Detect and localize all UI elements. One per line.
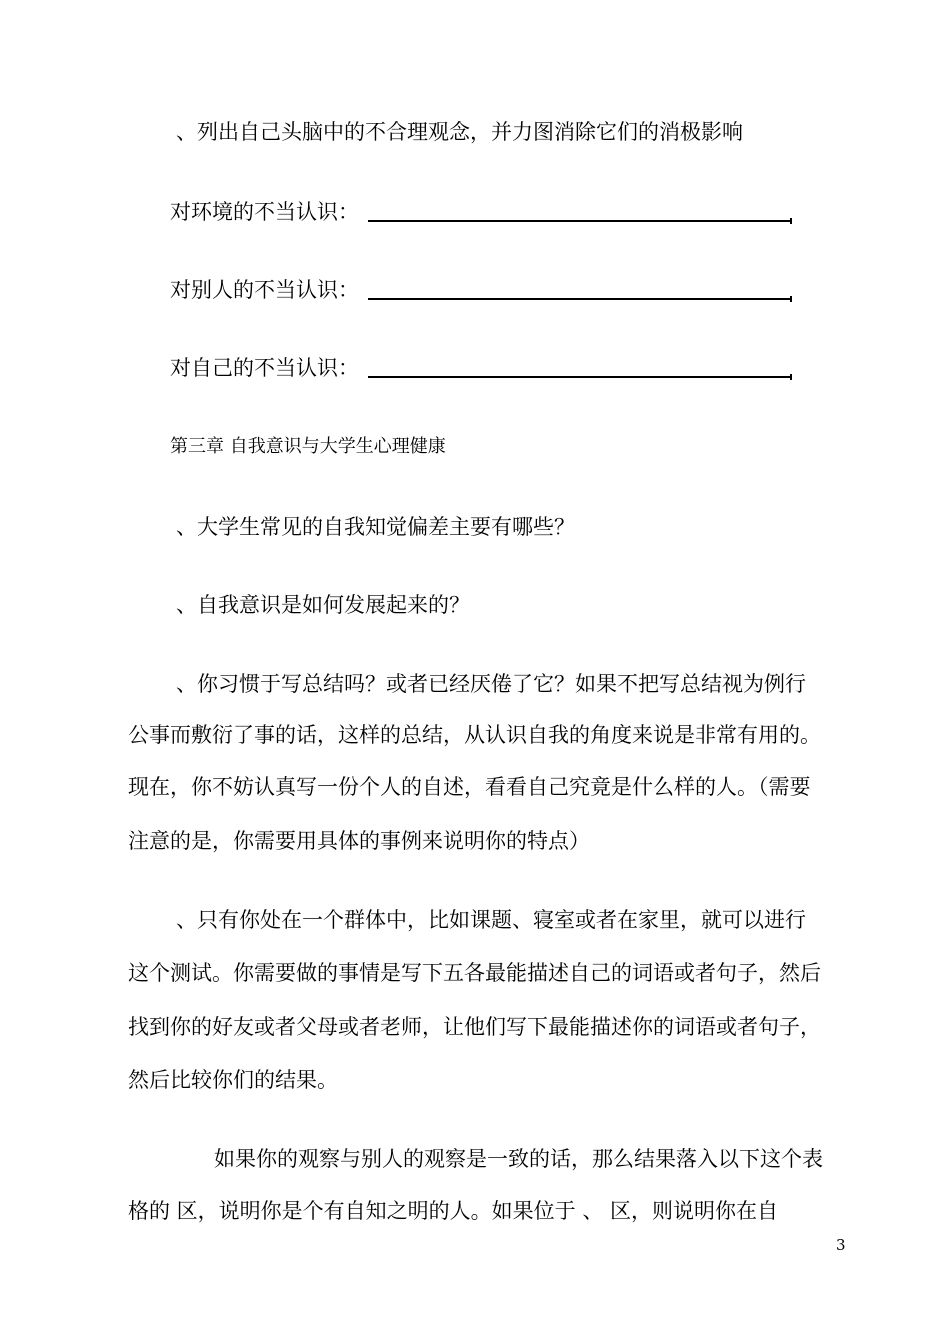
self-field[interactable] [170, 356, 790, 386]
page-number: 3 [836, 1236, 846, 1254]
self-field-label: 对自己的不当认识： [170, 356, 359, 380]
others-answer-line[interactable] [368, 298, 790, 300]
followup-line: 格的 区，说明你是个有自知之明的人。如果位于 、 区，则说明你在自 [128, 1199, 779, 1223]
others-field-label: 对别人的不当认识： [170, 278, 359, 302]
line-end-mark [790, 218, 792, 224]
environment-field-label: 对环境的不当认识： [170, 200, 359, 224]
question-4-line: 然后比较你们的结果。 [128, 1068, 338, 1092]
task-intro: 、列出自己头脑中的不合理观念，并力图消除它们的消极影响 [176, 120, 743, 144]
environment-field[interactable] [170, 200, 790, 230]
others-field[interactable] [170, 278, 790, 308]
question-4-line: 这个测试。你需要做的事情是写下五各最能描述自己的词语或者句子，然后 [128, 961, 821, 985]
question-2: 、自我意识是如何发展起来的？ [176, 593, 470, 617]
followup-line: 如果你的观察与别人的观察是一致的话，那么结果落入以下这个表 [214, 1147, 823, 1171]
question-4-line: 、只有你处在一个群体中，比如课题、寝室或者在家里，就可以进行 [176, 908, 806, 932]
environment-answer-line[interactable] [368, 220, 790, 222]
line-end-mark [790, 296, 792, 302]
question-3-line: 公事而敷衍了事的话，这样的总结，从认识自我的角度来说是非常有用的。 [128, 723, 821, 747]
question-3-line: 注意的是，你需要用具体的事例来说明你的特点） [128, 829, 590, 853]
chapter-title: 第三章 自我意识与大学生心理健康 [170, 436, 446, 457]
question-1: 、大学生常见的自我知觉偏差主要有哪些？ [176, 515, 575, 539]
question-4-line: 找到你的好友或者父母或者老师，让他们写下最能描述你的词语或者句子， [128, 1015, 821, 1039]
question-3-line: 现在，你不妨认真写一份个人的自述，看看自己究竟是什么样的人。（需要 [128, 775, 811, 799]
line-end-mark [790, 374, 792, 380]
self-answer-line[interactable] [368, 376, 790, 378]
question-3-line: 、你习惯于写总结吗？或者已经厌倦了它？如果不把写总结视为例行 [176, 672, 806, 696]
